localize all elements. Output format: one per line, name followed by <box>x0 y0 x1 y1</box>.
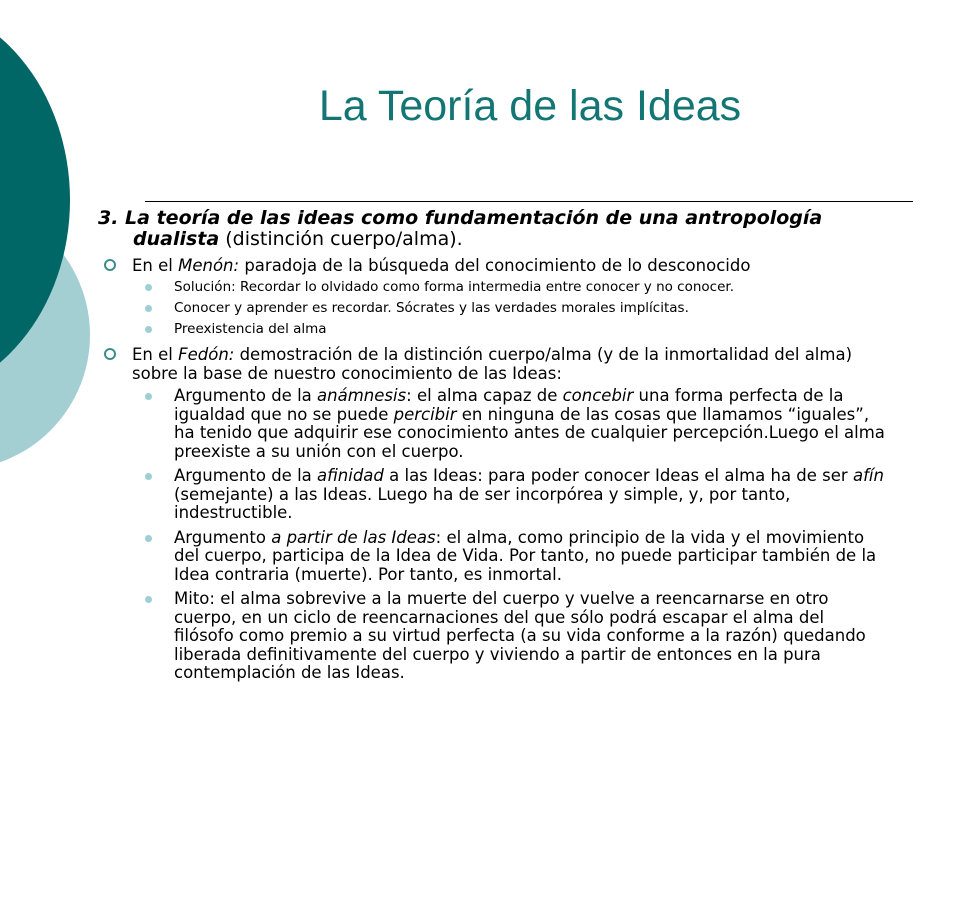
slide-body <box>98 208 888 691</box>
menon-subitems <box>98 279 888 337</box>
text-run: Argumento de la <box>174 466 318 485</box>
text-run: a las Ideas: para poder conocer Ideas el alma ha de ser <box>383 466 853 485</box>
menon-post: paradoja de la búsqueda del conocimiento de lo desconocido <box>239 256 751 275</box>
list-item-text: Solución: Recordar lo olvidado como forma intermedia entre conocer y no conocer. <box>174 279 735 295</box>
bullet-menon <box>98 256 888 275</box>
menon-pre: En el <box>132 256 179 275</box>
text-run: en ninguna de las cosas que llamamos “iguales”, ha tenido que adquirir ese conocimiento antes de cualquier percepción.Luego el alma preexiste a su unión con el cuerpo. <box>174 404 885 461</box>
menon-work-title: Menón: <box>178 256 240 275</box>
list-item <box>174 321 888 337</box>
text-run: : el alma capaz de <box>406 386 563 405</box>
dot-bullet-icon <box>145 473 152 480</box>
dot-bullet-icon <box>145 535 152 542</box>
mito-text: Mito: el alma sobrevive a la muerte del cuerpo y vuelve a reencarnarse en otro cuerpo, en un ciclo de reencarnaciones del que sólo podrá escapar el alma del filósofo como premio a su virtud perfecta (a su vida conforme a la razón) quedando liberada definitivamente del cuerpo y viviendo a partir de entonces en la pura contemplación de las Ideas. <box>174 589 866 682</box>
dot-bullet-icon <box>145 393 152 400</box>
text-run-italic: a partir de las Ideas <box>271 527 436 547</box>
list-item-text: Preexistencia del alma <box>174 321 327 337</box>
dot-bullet-icon <box>145 326 152 333</box>
text-run: : el alma, como principio de la vida y el movimiento del cuerpo, participa de la Idea de Vida. Por tanto, no puede participar también de la Idea contraria (muerte). Por tanto, es inmortal. <box>174 527 877 584</box>
text-run: (semejante) a las Ideas. Luego ha de ser incorpórea y simple, y, por tanto, indestructible. <box>174 484 791 522</box>
text-run-italic: percibir <box>393 404 457 424</box>
argument-ideas <box>174 529 888 585</box>
text-run: una forma perfecta de la igualdad que no se puede <box>174 386 844 424</box>
section-heading-strong: 3. La teoría de las ideas como fundamentación de una antropología dualista <box>98 207 823 250</box>
section-heading-rest: (distinción cuerpo/alma). <box>219 228 463 250</box>
text-run-italic: anámnesis <box>317 386 407 405</box>
text-run-italic: afín <box>852 466 884 485</box>
slide-title: La Teoría de las Ideas <box>318 82 742 130</box>
fedon-post: demostración de la distinción cuerpo/alma (y de la inmortalidad del alma) sobre la base de nuestro conocimiento de las Ideas: <box>132 345 853 383</box>
text-run: Argumento de la <box>174 386 318 405</box>
fedon-subitems <box>98 387 888 683</box>
fedon-pre: En el <box>132 345 179 364</box>
text-run-italic: afinidad <box>317 466 384 485</box>
list-item-text: Conocer y aprender es recordar. Sócrates y las verdades morales implícitas. <box>174 300 689 316</box>
title-divider <box>145 201 913 202</box>
fedon-work-title: Fedón: <box>178 345 235 364</box>
argument-anamnesis <box>174 387 888 461</box>
text-run: Argumento <box>174 527 272 547</box>
list-item <box>174 279 888 295</box>
dot-bullet-icon <box>145 596 152 603</box>
bullet-fedon <box>98 345 888 383</box>
ring-bullet-icon <box>104 348 116 360</box>
ring-bullet-icon <box>104 259 116 271</box>
list-item <box>174 300 888 316</box>
dot-bullet-icon <box>145 305 152 312</box>
mito-item <box>174 590 888 683</box>
argument-afinidad <box>174 467 888 523</box>
dot-bullet-icon <box>145 284 152 291</box>
text-run-italic: concebir <box>562 386 634 405</box>
section-heading <box>98 208 888 250</box>
